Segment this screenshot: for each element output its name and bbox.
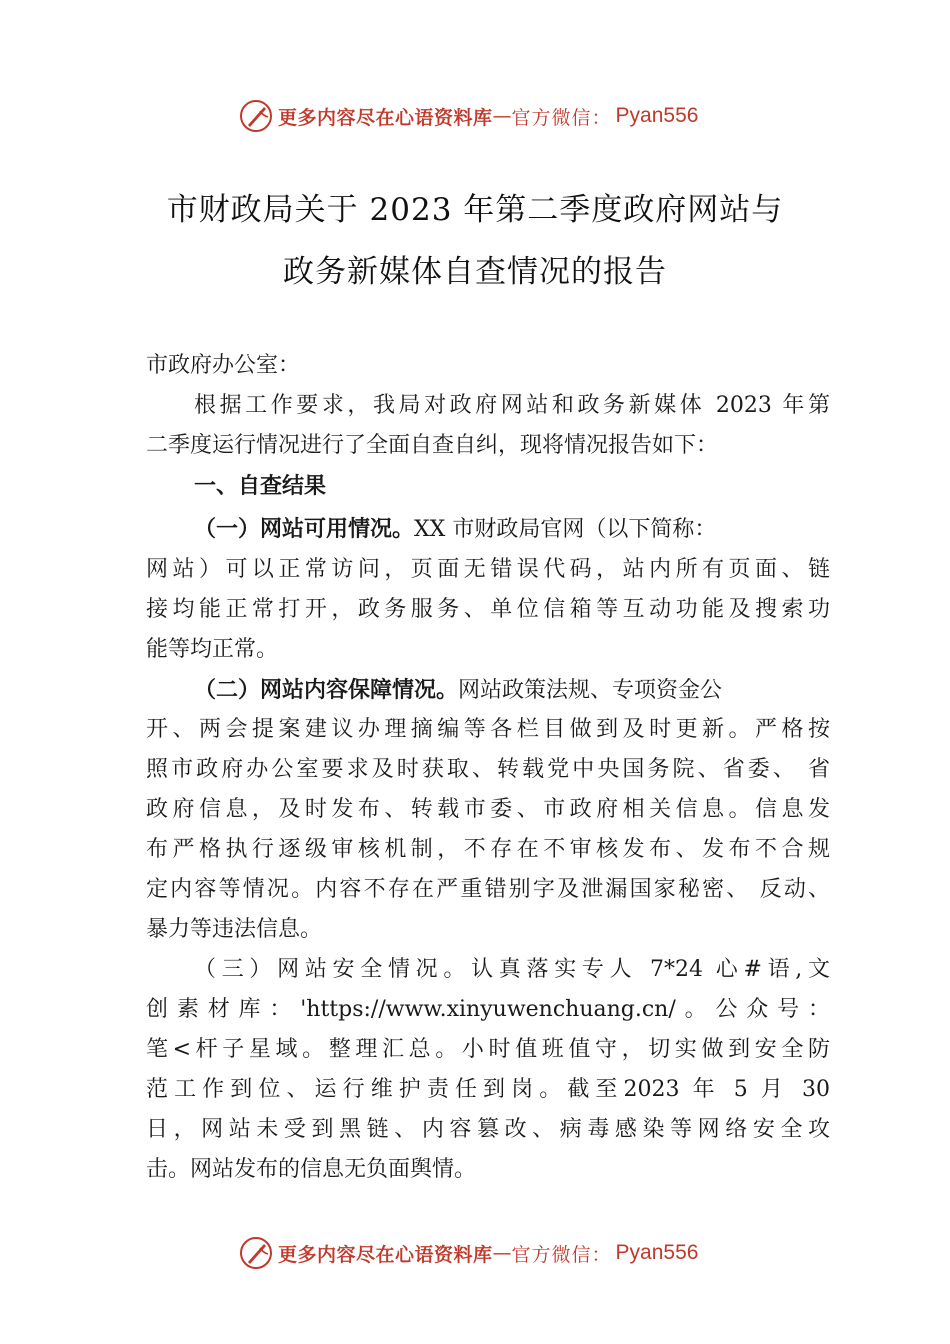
paragraph-line: 网站）可以正常访问，页面无错误代码，站内所有页面、链 (146, 557, 830, 582)
intro-line: 二季度运行情况进行了全面自查自纠，现将情况报告如下： (146, 433, 719, 458)
intro-line: 根据工作要求，我局对政府网站和政务新媒体 2023 年第 (194, 393, 830, 418)
paragraph-line: 创素材库：'https://www.xinyuwenchuang.cn/。公众号： (146, 997, 830, 1022)
bottom-banner (0, 1233, 950, 1273)
paragraph-line: 布严格执行逐级审核机制，不存在不审核发布、发布不合规 (146, 837, 830, 862)
paragraph-text: 网站政策法规、专项资金公 (458, 678, 723, 703)
paragraph-line: 日，网站未受到黑链、内容篡改、病毒感染等网络安全攻 (146, 1117, 830, 1142)
banner-wechat-id: Pyan556 (615, 104, 699, 127)
banner-title: 更多内容尽在心语资料库 (278, 106, 493, 129)
top-banner (0, 96, 950, 136)
salutation: 市政府办公室： (146, 353, 301, 378)
paragraph-lead: （一）网站可用情况。 (194, 516, 415, 542)
paragraph-line: 击。网站发布的信息无负面舆情。 (146, 1157, 477, 1182)
banner-official-label: 官方微信： (511, 1243, 612, 1266)
banner-wechat-id: Pyan556 (615, 1241, 699, 1264)
banner-dash: — (492, 105, 512, 127)
paragraph-line: 范工作到位、运行维护责任到岗。截至2023 年 5 月 30 (146, 1077, 830, 1102)
quill-logo-icon (238, 98, 274, 134)
document-title-line-2: 政务新媒体自查情况的报告 (283, 254, 667, 290)
section-heading: 一、自查结果 (194, 474, 327, 499)
paragraph-line: 暴力等违法信息。 (146, 917, 323, 942)
paragraph-line: 接均能正常打开，政务服务、单位信箱等互动功能及搜索功 (146, 597, 830, 622)
paragraph-line: 政府信息，及时发布、转载市委、市政府相关信息。信息发 (146, 797, 830, 822)
banner-title: 更多内容尽在心语资料库 (278, 1243, 493, 1266)
paragraph-line: 照市政府办公室要求及时获取、转载党中央国务院、省委、 省 (146, 757, 830, 782)
document-title-line-1: 市财政局关于 2023 年第二季度政府网站与 (166, 192, 784, 228)
paragraph-text: XX 市财政局官网（以下简称： (414, 517, 717, 542)
banner-official-label: 官方微信： (511, 106, 612, 129)
paragraph-line: （三）网站安全情况。认真落实专人 7*24 心#语,文 (194, 957, 830, 982)
paragraph-line (194, 515, 716, 544)
paragraph-line: 定内容等情况。内容不存在严重错别字及泄漏国家秘密、 反动、 (146, 877, 830, 902)
paragraph-line: 笔<杆子星域。整理汇总。小时值班值守，切实做到安全防 (146, 1037, 830, 1062)
paragraph-line (194, 676, 722, 705)
banner-dash: — (492, 1242, 512, 1264)
quill-logo-icon (238, 1235, 274, 1271)
paragraph-lead: （二）网站内容保障情况。 (194, 677, 459, 703)
paragraph-line: 开、两会提案建议办理摘编等各栏目做到及时更新。严格按 (146, 717, 830, 742)
paragraph-line: 能等均正常。 (146, 637, 279, 662)
